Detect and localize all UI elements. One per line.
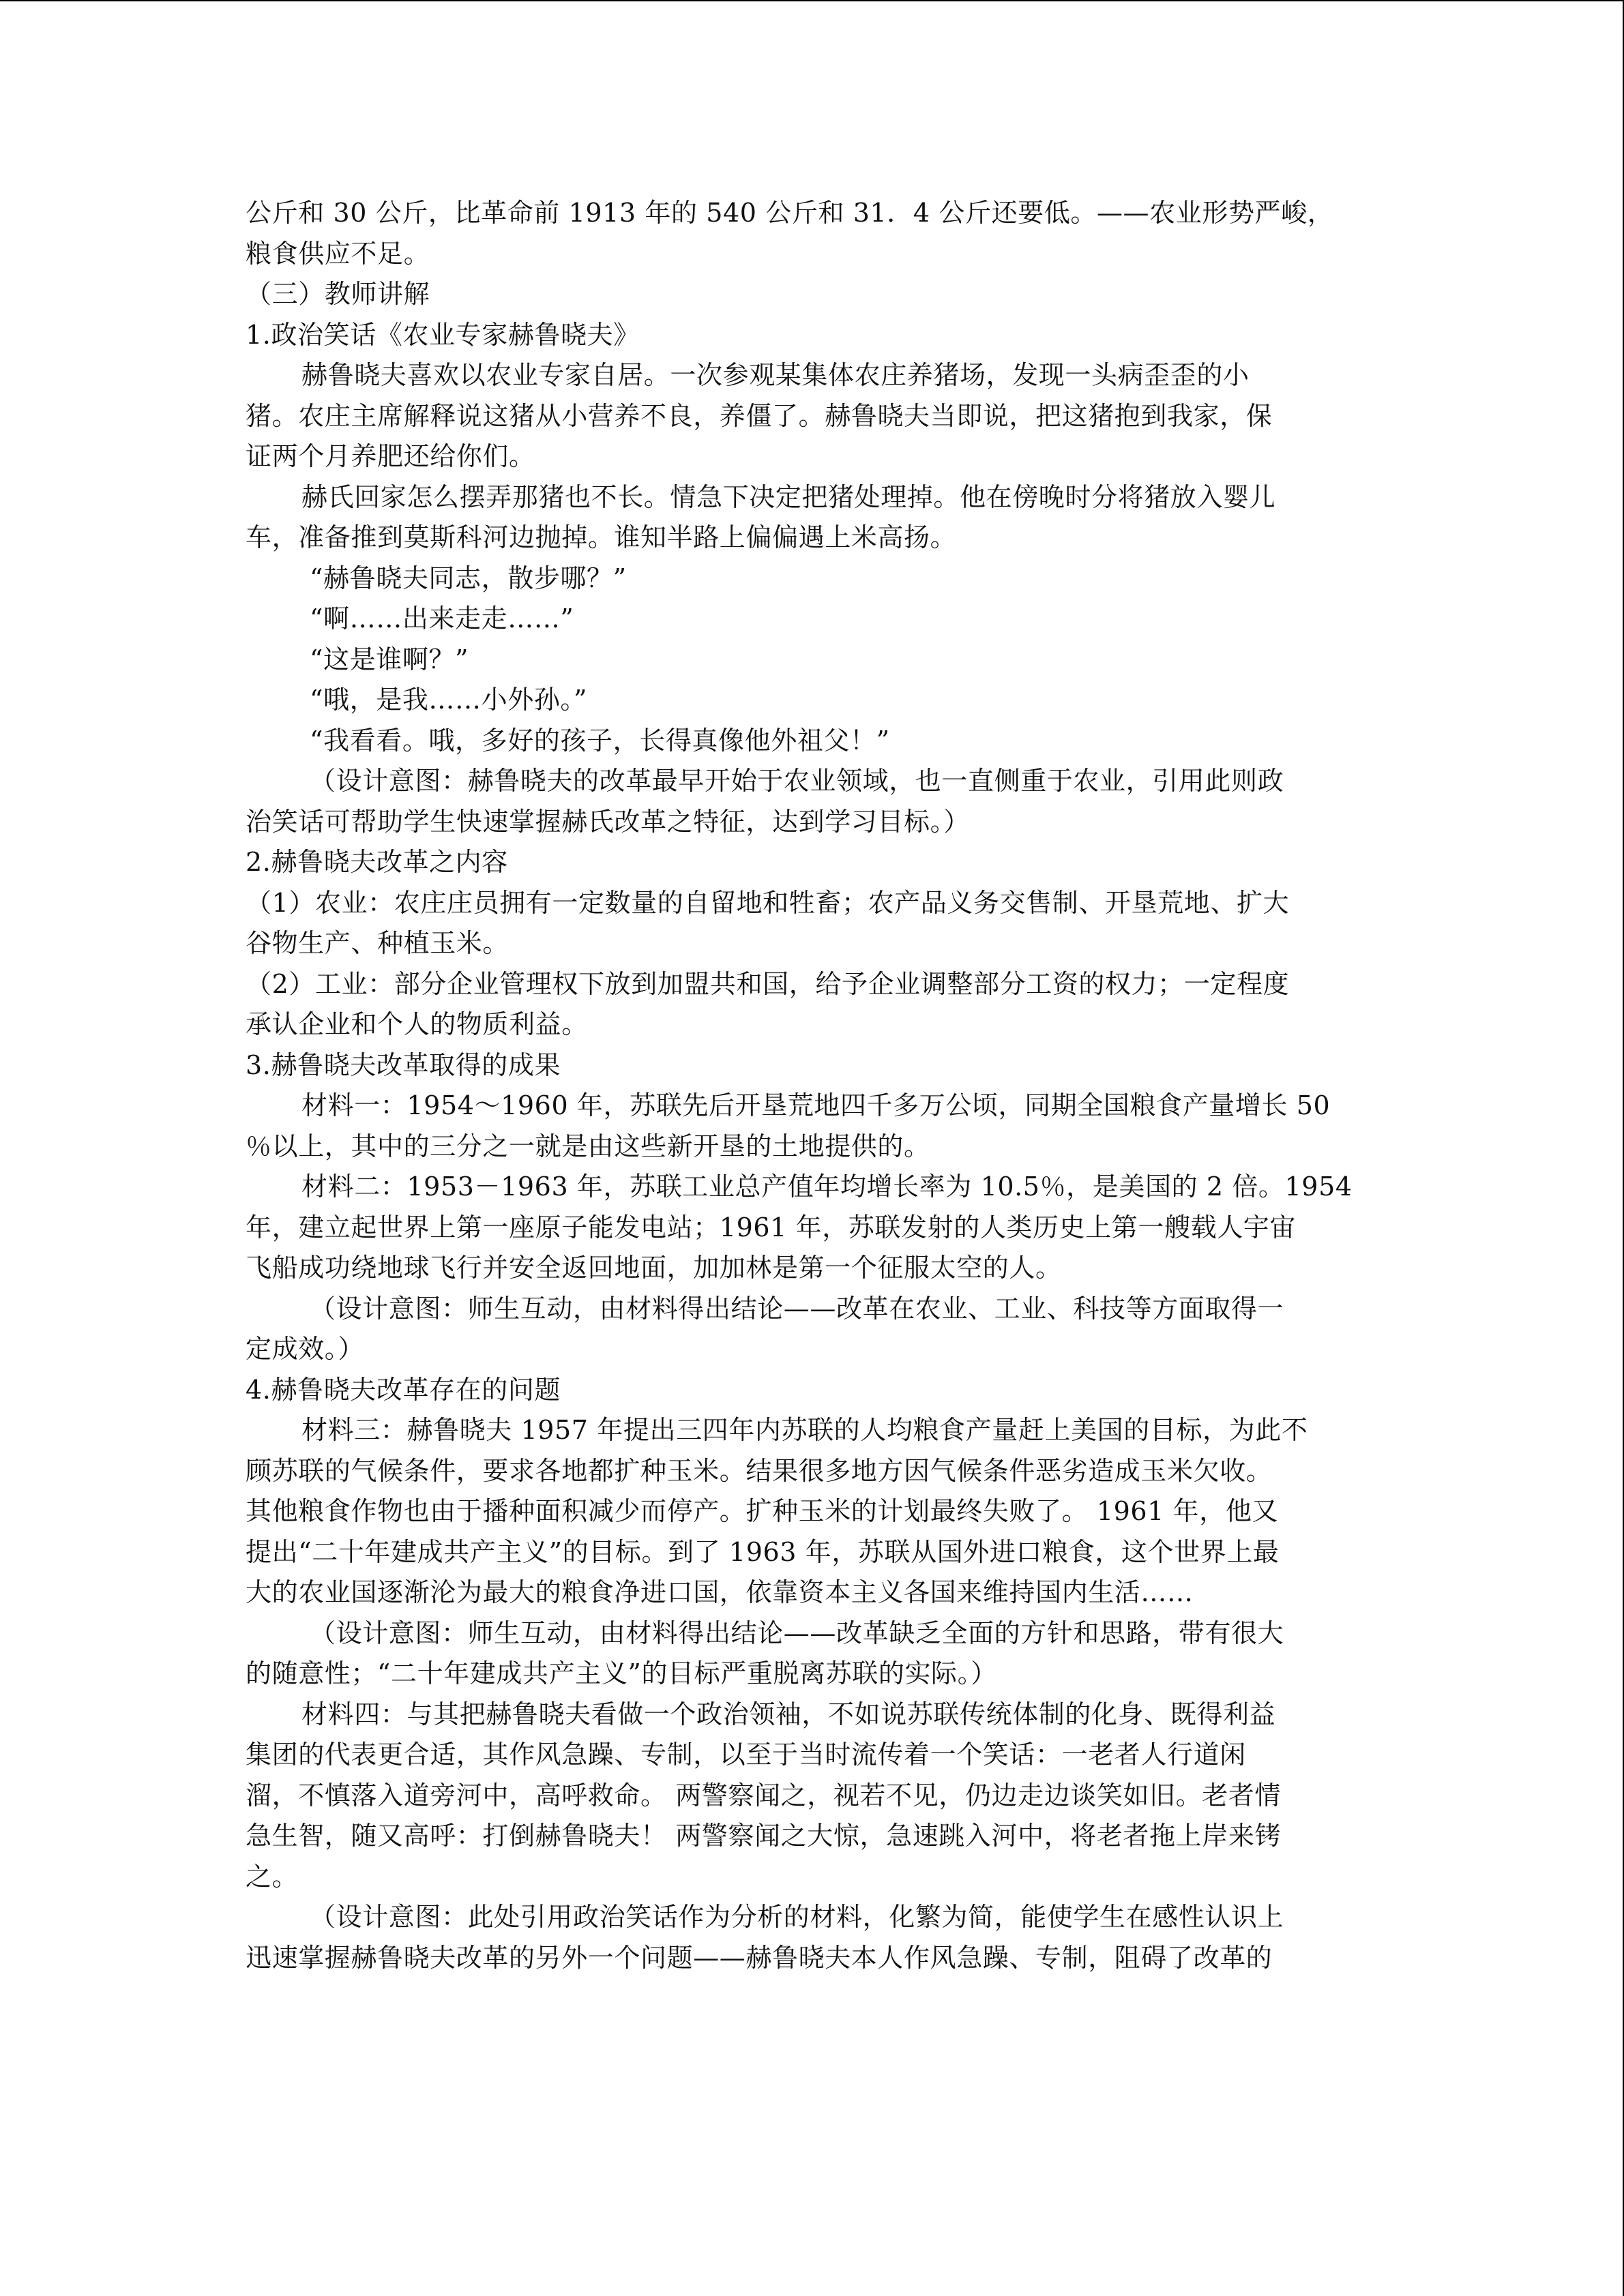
text-line: （设计意图：赫鲁晓夫的改革最早开始于农业领域，也一直侧重于农业，引用此则政 bbox=[310, 766, 1284, 796]
text-line: 材料四：与其把赫鲁晓夫看做一个政治领袖，不如说苏联传统体制的化身、既得利益 bbox=[301, 1699, 1276, 1729]
text-line: 提出“二十年建成共产主义”的目标。到了 1963 年，苏联从国外进口粮食，这个世界上最 bbox=[246, 1536, 1280, 1567]
text-line: 猪。农庄主席解释说这猪从小营养不良，养僵了。赫鲁晓夫当即说，把这猪抱到我家，保 bbox=[246, 400, 1273, 431]
text-line: 材料三：赫鲁晓夫 1957 年提出三四年内苏联的人均粮食产量赶上美国的目标，为此不 bbox=[301, 1415, 1308, 1445]
text-line: “啊……出来走走……” bbox=[310, 603, 574, 633]
text-line: 飞船成功绕地球飞行并安全返回地面，加加林是第一个征服太空的人。 bbox=[246, 1253, 1062, 1283]
text-line: （三）教师讲解 bbox=[246, 279, 430, 309]
text-line: 其他粮食作物也由于播种面积减少而停产。扩种玉米的计划最终失败了。 1961 年，他又 bbox=[246, 1496, 1279, 1526]
text-line: 公斤和 30 公斤，比革命前 1913 年的 540 公斤和 31．4 公斤还要低。——农业形势严峻， bbox=[246, 198, 1334, 228]
text-line: 2.赫鲁晓夫改革之内容 bbox=[246, 847, 508, 877]
text-line: 材料一：1954～1960 年，苏联先后开垦荒地四千多万公顷，同期全国粮食产量增长 50 bbox=[301, 1090, 1331, 1120]
text-line: （2）工业：部分企业管理权下放到加盟共和国，给予企业调整部分工资的权力；一定程度 bbox=[246, 968, 1290, 999]
text-line: 赫鲁晓夫喜欢以农业专家自居。一次参观某集体农庄养猪场，发现一头病歪歪的小 bbox=[301, 360, 1250, 390]
text-line: （设计意图：此处引用政治笑话作为分析的材料，化繁为简，能使学生在感性认识上 bbox=[310, 1902, 1284, 1932]
text-line: 粮食供应不足。 bbox=[246, 238, 430, 269]
text-line: 谷物生产、种植玉米。 bbox=[246, 928, 510, 958]
text-line: 材料二：1953－1963 年，苏联工业总产值年均增长率为 10.5％，是美国的 2 倍。1954 bbox=[301, 1172, 1353, 1202]
text-line: 赫氏回家怎么摆弄那猪也不长。情急下决定把猪处理掉。他在傍晚时分将猪放入婴儿 bbox=[301, 481, 1276, 512]
page-top-border bbox=[0, 0, 1623, 1]
text-line: 定成效。） bbox=[246, 1334, 365, 1364]
text-line: 的随意性；“二十年建成共产主义”的目标严重脱离苏联的实际。） bbox=[246, 1658, 997, 1688]
text-line: 承认企业和个人的物质利益。 bbox=[246, 1009, 588, 1039]
text-line: “这是谁啊？” bbox=[310, 644, 469, 674]
text-line: 车，准备推到莫斯科河边抛掉。谁知半路上偏偏遇上米高扬。 bbox=[246, 522, 957, 552]
text-line: 迅速掌握赫鲁晓夫改革的另外一个问题——赫鲁晓夫本人作风急躁、专制，阻碍了改革的 bbox=[246, 1942, 1273, 1973]
text-line: 急生智，随又高呼：打倒赫鲁晓夫！ 两警察闻之大惊，急速跳入河中，将老者拖上岸来铐 bbox=[246, 1821, 1282, 1851]
text-line: 之。 bbox=[246, 1861, 299, 1892]
text-line: （1）农业：农庄庄员拥有一定数量的自留地和牲畜；农产品义务交售制、开垦荒地、扩大 bbox=[246, 887, 1290, 918]
text-line: 1.政治笑话《农业专家赫鲁晓夫》 bbox=[246, 319, 640, 350]
text-line: 治笑话可帮助学生快速掌握赫氏改革之特征，达到学习目标。） bbox=[246, 806, 970, 837]
document-body bbox=[246, 193, 1378, 1978]
text-line: 顾苏联的气候条件，要求各地都扩种玉米。结果很多地方因气候条件恶劣造成玉米欠收。 bbox=[246, 1455, 1273, 1486]
text-line: ％以上，其中的三分之一就是由这些新开垦的土地提供的。 bbox=[246, 1131, 930, 1161]
text-line: “哦，是我……小外孙。” bbox=[310, 685, 588, 715]
text-line: （设计意图：师生互动，由材料得出结论——改革在农业、工业、科技等方面取得一 bbox=[310, 1293, 1284, 1324]
text-line: “赫鲁晓夫同志，散步哪？” bbox=[310, 563, 627, 593]
text-line: （设计意图：师生互动，由材料得出结论——改革缺乏全面的方针和思路，带有很大 bbox=[310, 1617, 1284, 1648]
text-line: 4.赫鲁晓夫改革存在的问题 bbox=[246, 1374, 561, 1405]
text-line: 集团的代表更合适，其作风急躁、专制，以至于当时流传着一个笑话：一老者人行道闲 bbox=[246, 1740, 1246, 1770]
text-line: 3.赫鲁晓夫改革取得的成果 bbox=[246, 1049, 561, 1080]
text-line: 溜，不慎落入道旁河中，高呼救命。 两警察闻之，视若不见，仍边走边谈笑如旧。老者情 bbox=[246, 1780, 1282, 1810]
text-line: 证两个月养肥还给你们。 bbox=[246, 441, 535, 471]
text-line: 年，建立起世界上第一座原子能发电站；1961 年，苏联发射的人类历史上第一艘载人宇宙 bbox=[246, 1212, 1296, 1242]
text-line: “我看看。哦，多好的孩子，长得真像他外祖父！” bbox=[310, 725, 890, 756]
text-line: 大的农业国逐渐沦为最大的粮食净进口国，依靠资本主义各国来维持国内生活…… bbox=[246, 1577, 1194, 1607]
